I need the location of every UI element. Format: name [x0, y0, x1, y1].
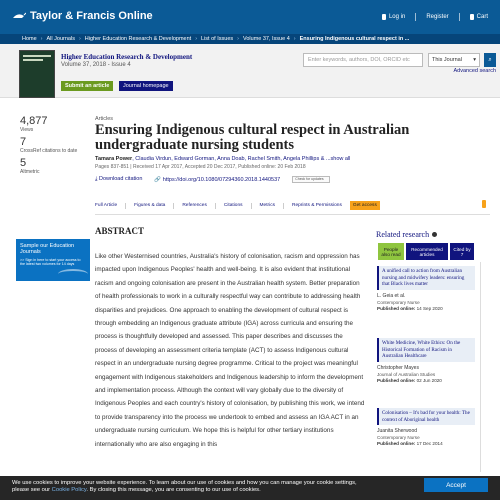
- metric-views: [20, 115, 80, 133]
- search-scope-select[interactable]: [428, 53, 480, 67]
- top-bar: [0, 0, 500, 34]
- related-date: [377, 306, 475, 311]
- chevron-down-icon: ▾: [473, 57, 476, 63]
- related-card: [377, 408, 475, 446]
- register-link[interactable]: Register: [426, 14, 449, 20]
- journal-title[interactable]: Higher Education Research & Development: [61, 53, 193, 61]
- journal-header: [0, 44, 500, 98]
- related-heading-label: Related research: [376, 230, 430, 239]
- search-button[interactable]: [484, 53, 496, 67]
- brand-logo[interactable]: [12, 10, 153, 22]
- breadcrumb-volume[interactable]: Volume 37, Issue 4: [242, 36, 290, 42]
- cookie-text: We use cookies to improve your website experience. To learn about our use of cookies and how you can manage your cookie settings,: [12, 480, 357, 486]
- search-input[interactable]: Enter keywords, authors, DOI, ORCID etc: [303, 53, 423, 67]
- related-article-link[interactable]: White Medicine, White Ethics: On the Historical Formation of Racism in Australian Healthcare: [377, 338, 475, 362]
- related-author: Juanita Sherwood: [377, 428, 418, 434]
- doi-label: https://doi.org/10.1080/07294360.2018.1440537: [162, 176, 281, 183]
- related-article-link[interactable]: A unified call to action from Australian nursing and midwifery leaders: ensuring that Black lives matter: [377, 266, 475, 290]
- promo-banner[interactable]: [16, 239, 90, 281]
- info-icon[interactable]: [432, 232, 437, 237]
- cookie-text-part: . By closing this message, you are consenting to our use of cookies.: [86, 487, 261, 493]
- submit-article-button[interactable]: Submit an article: [61, 81, 113, 91]
- check-for-updates-badge[interactable]: Check for updates: [292, 176, 330, 183]
- related-date: [377, 378, 475, 383]
- divider: [125, 203, 126, 209]
- published-label: Published online:: [377, 305, 416, 311]
- article-metrics: [20, 115, 80, 178]
- tab-full-article[interactable]: Full Article: [95, 203, 118, 208]
- published-date: 17 Dec 2014: [416, 441, 443, 446]
- show-all-authors-link[interactable]: ...show all: [325, 156, 351, 162]
- promo-title: Sample our Education Journals: [20, 243, 75, 255]
- tab-references[interactable]: References: [182, 203, 207, 208]
- cookie-text-part: please see our: [12, 487, 51, 493]
- download-citation-label: Download citation: [98, 176, 143, 182]
- author-list: [95, 156, 455, 162]
- user-icon: [382, 14, 386, 20]
- article-type: Articles: [95, 116, 114, 122]
- tab-figures[interactable]: Figures & data: [134, 203, 166, 208]
- chevron-right-icon: ›: [195, 36, 198, 42]
- related-research-heading: [376, 230, 437, 239]
- published-date: 14 Sep 2020: [416, 305, 443, 311]
- breadcrumb-home[interactable]: Home: [22, 36, 37, 42]
- journal-cover[interactable]: [19, 50, 55, 98]
- divider: [283, 203, 284, 209]
- author-links[interactable]: , Claudia Virdun, Edward Gorman, Anna Doab, Rachel Smith, Angela Phillips &: [132, 156, 325, 162]
- related-article-link[interactable]: Colonisation – It's bad for your health: The context of Aboriginal health: [377, 408, 475, 425]
- breadcrumb: [0, 34, 500, 44]
- article-tabs: [95, 201, 380, 210]
- feedback-tab[interactable]: [482, 200, 486, 208]
- published-label: Published online:: [377, 377, 416, 383]
- journal-homepage-button[interactable]: Journal homepage: [119, 81, 173, 91]
- promo-signin-link[interactable]: >> Sign in here to start your access to the latest two volumes for 14 days: [20, 258, 81, 266]
- related-date: [377, 441, 475, 446]
- brand-name: Taylor & Francis Online: [30, 10, 153, 22]
- divider: [215, 203, 216, 209]
- chevron-right-icon: ›: [293, 36, 296, 42]
- related-card: [377, 266, 475, 311]
- abstract-text: Like other Westernised countries, Australia's history of colonisation, racism and oppression has impacted upon Indigenous Peoples' health and well-being. It is also evident that institutional racism and ongoing colonisation are present in the Australian health system. Better preparation of health professionals to work in a culturally respectful way can contribute to addressing health disparities and prejudices. One approach to enabling the development of cultural respect is through embedding an Indigenous graduate attribute (IGA) across curricula and ensuring the process is thoughtfully developed and assessed. This paper describes and discusses the process of developing an assessment criteria template (ACT) to assess Indigenous cultural respect in an undergraduate nursing degree programme. Critical to the project was meaningful engagement with Indigenous stakeholders and Indigenous leadership to inform the development and implementation process. Although the context will vary globally due to the diversity of Indigenous Peoples and each country's history of colonisation, by publishing this work, we intend to provide transparency into the process we undertook to embed and assess an IGA ACT in an undergraduate nursing curriculum. We hope this is helpful for other tertiary institutions internationally who are also engaging in this: [95, 253, 365, 448]
- related-journal: Journal of Australian Studies: [377, 371, 436, 377]
- breadcrumb-journals[interactable]: All Journals: [46, 36, 75, 42]
- scrollbar[interactable]: [480, 262, 481, 472]
- breadcrumb-issues[interactable]: List of Issues: [201, 36, 234, 42]
- divider: [459, 13, 460, 21]
- tab-reprints[interactable]: Reprints & Permissions: [292, 203, 342, 208]
- citation-row: [95, 176, 330, 183]
- journal-volume: Volume 37, 2018 - Issue 4: [61, 62, 131, 68]
- metric-citations[interactable]: [20, 136, 80, 154]
- search-icon: ⌕: [488, 56, 492, 63]
- cart-icon: [470, 14, 474, 20]
- divider: [251, 203, 252, 209]
- breadcrumb-journal[interactable]: Higher Education Research & Development: [84, 36, 192, 42]
- tab-people-also-read[interactable]: People also read: [378, 243, 404, 260]
- metric-value: 7: [20, 136, 27, 148]
- metric-label: Views: [20, 127, 34, 133]
- related-journal: Contemporary Nurse: [377, 435, 420, 440]
- cookie-policy-link[interactable]: Cookie Policy: [51, 487, 87, 493]
- author-link[interactable]: Tamara Power: [95, 156, 133, 162]
- related-tabs: [378, 243, 474, 260]
- related-card: [377, 338, 475, 383]
- tab-metrics[interactable]: Metrics: [259, 203, 275, 208]
- account-links: [382, 13, 488, 21]
- lamp-icon: [12, 10, 26, 22]
- get-access-button[interactable]: Get access: [350, 201, 380, 210]
- link-icon: 🔗: [154, 176, 163, 183]
- abstract-heading: ABSTRACT: [95, 226, 145, 236]
- login-link[interactable]: Log in: [382, 14, 405, 20]
- related-author: Christopher Mayes: [377, 364, 419, 371]
- cover-line: [23, 55, 51, 57]
- breadcrumb-current: Ensuring Indigenous cultural respect in ...: [299, 36, 410, 42]
- published-label: Published online:: [377, 441, 416, 446]
- divider: [173, 203, 174, 209]
- chevron-right-icon: ›: [237, 36, 239, 42]
- divider: [95, 214, 490, 215]
- download-citation-link[interactable]: [95, 176, 142, 183]
- metric-value: 4,877: [20, 115, 48, 127]
- chevron-right-icon: ›: [40, 36, 43, 42]
- cart-link[interactable]: Cart: [470, 14, 488, 20]
- cover-line: [23, 59, 43, 61]
- article-title: Ensuring Indigenous cultural respect in Australian undergraduate nursing students: [95, 122, 410, 153]
- tab-cited-by[interactable]: Cited by 7: [450, 243, 474, 260]
- metric-label: Altmetric: [20, 169, 40, 175]
- published-date: 02 Jun 2020: [416, 377, 442, 383]
- related-author: L. Geia et al.: [377, 292, 406, 299]
- advanced-search-link[interactable]: Advanced search: [453, 68, 496, 74]
- metric-value: 5: [20, 157, 27, 169]
- metric-label: CrossRef citations to date: [20, 148, 78, 154]
- tab-recommended[interactable]: Recommended articles: [406, 243, 448, 260]
- publication-history: Pages 837-851 | Received 17 Apr 2017, Accepted 20 Dec 2017, Published online: 20 Feb 2018: [95, 164, 306, 170]
- tab-citations[interactable]: Citations: [223, 203, 243, 208]
- search-scope-label: This Journal: [432, 57, 462, 63]
- doi-link[interactable]: [154, 177, 280, 183]
- wave-graphic: [58, 269, 88, 279]
- metric-altmetric[interactable]: [20, 157, 80, 175]
- divider: [415, 13, 416, 21]
- chevron-right-icon: ›: [78, 36, 81, 42]
- download-icon: ⤓: [95, 176, 99, 182]
- related-journal: Contemporary Nurse: [377, 299, 420, 305]
- accept-cookies-button[interactable]: Accept: [424, 478, 488, 492]
